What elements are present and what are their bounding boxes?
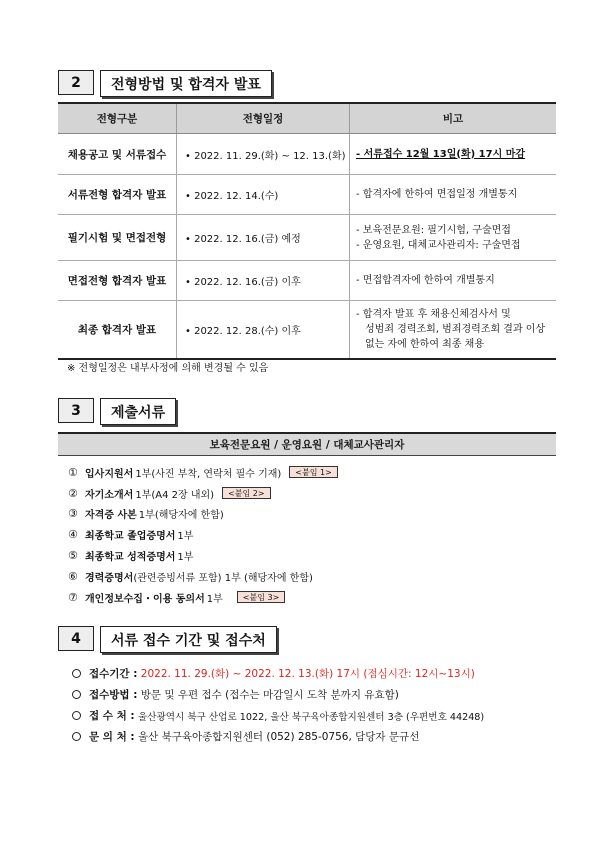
document-name: 자기소개서 [85, 489, 134, 501]
section-3-heading [58, 398, 176, 425]
section-2-heading [58, 70, 272, 97]
item-number: ② [68, 486, 78, 500]
document-detail: 1부 [177, 552, 194, 564]
table-row [58, 301, 556, 359]
section-4-heading [58, 626, 277, 653]
column-header: 전형일정 [177, 103, 350, 134]
stage-cell: 채용공고 및 서류접수 [58, 134, 177, 175]
item-number: ⑤ [68, 549, 78, 563]
section-number: 4 [58, 626, 94, 651]
deadline-note: - 서류접수 12월 13일(화) 17시 마감 [356, 148, 526, 160]
list-item [68, 545, 548, 566]
attachment-badge: <붙임 2> [222, 487, 271, 499]
period-label: 접수기간 : [89, 668, 138, 680]
document-name: 자격증 사본 [85, 510, 137, 522]
item-number: ⑦ [68, 590, 78, 604]
note-line: - 운영요원, 대체교사관리자: 구술면접 [356, 239, 521, 251]
schedule-footnote: ※ 전형일정은 내부사정에 의해 변경될 수 있음 [67, 363, 269, 374]
list-item [68, 462, 548, 483]
date-cell: • 2022. 11. 29.(화) ~ 12. 13.(화) [177, 134, 350, 175]
table-header-row [58, 103, 556, 134]
list-item [72, 663, 562, 684]
note-cell [350, 301, 557, 359]
item-number: ① [68, 465, 78, 479]
note-line: 성범죄 경력조회, 범죄경력조회 결과 이상 [365, 323, 546, 335]
schedule-table [58, 102, 556, 360]
note-cell: - 합격자에 한하여 면접일정 개별통지 [350, 175, 557, 215]
note-line: 없는 자에 한하여 최종 채용 [365, 338, 484, 350]
target-positions-bar: 보육전문요원 / 운영요원 / 대체교사관리자 [58, 432, 556, 456]
document-detail: 1부 [177, 531, 194, 543]
list-item [68, 483, 548, 504]
circle-bullet-icon [72, 690, 81, 699]
item-number: ⑥ [68, 569, 78, 583]
application-info-list [72, 663, 562, 747]
table-row [58, 134, 556, 175]
note-cell [350, 215, 557, 261]
document-name: 개인정보수집・이용 동의서 [85, 593, 205, 605]
item-number: ④ [68, 528, 78, 542]
note-cell: - 면접합격자에 한하여 개별통지 [350, 261, 557, 301]
contact-value: 울산 북구육아종합지원센터 (052) 285-0756, 담당자 문규선 [137, 731, 420, 743]
note-line: - 보육전문요원: 필기시험, 구술면접 [356, 224, 511, 236]
section-number: 2 [58, 70, 94, 95]
circle-bullet-icon [72, 669, 81, 678]
item-number: ③ [68, 507, 78, 521]
date-cell: • 2022. 12. 16.(금) 예정 [177, 215, 350, 261]
circle-bullet-icon [72, 711, 81, 720]
document-detail: 1부 [206, 593, 223, 605]
period-value: 2022. 11. 29.(화) ~ 2022. 12. 13.(화) 17시 (점심시간: 12시~13시) [140, 668, 475, 680]
list-item [68, 587, 548, 608]
document-name: 입사지원서 [85, 468, 134, 480]
required-documents-list [68, 462, 548, 608]
contact-label: 문 의 처 : [89, 731, 135, 743]
date-cell: • 2022. 12. 16.(금) 이후 [177, 261, 350, 301]
document-detail: 1부(해당자에 한함) [138, 510, 224, 522]
method-value: 방문 및 우편 접수 (접수는 마감일시 도착 분까지 유효함) [140, 689, 399, 701]
document-detail: 1부(사진 부착, 연락처 필수 기재) [135, 468, 282, 480]
attachment-badge: <붙임 3> [237, 591, 286, 603]
column-header: 비고 [350, 103, 557, 134]
document-name: 경력증명서 [85, 572, 134, 584]
note-line: - 합격자 발표 후 채용신체검사서 및 [356, 308, 511, 320]
document-detail: (관련증빙서류 포함) 1부 (해당자에 한함) [133, 572, 313, 584]
list-item [68, 566, 548, 587]
stage-cell: 서류전형 합격자 발표 [58, 175, 177, 215]
table-row [58, 175, 556, 215]
section-title: 제출서류 [100, 398, 176, 425]
place-label: 접 수 처 : [89, 710, 135, 722]
stage-cell: 필기시험 및 면접전형 [58, 215, 177, 261]
list-item [68, 504, 548, 525]
list-item [72, 705, 562, 726]
section-title: 서류 접수 기간 및 접수처 [100, 626, 277, 653]
place-value: 울산광역시 북구 산업로 1022, 울산 북구육아종합지원센터 3층 (우편번호 44248) [137, 711, 485, 723]
stage-cell: 면접전형 합격자 발표 [58, 261, 177, 301]
list-item [68, 524, 548, 545]
date-cell: • 2022. 12. 14.(수) [177, 175, 350, 215]
document-detail: 1부(A4 2장 내외) [135, 489, 215, 501]
document-name: 최종학교 성적증명서 [85, 552, 176, 564]
circle-bullet-icon [72, 732, 81, 741]
date-cell: • 2022. 12. 28.(수) 이후 [177, 301, 350, 359]
section-title: 전형방법 및 합격자 발표 [100, 70, 272, 97]
method-label: 접수방법 : [89, 689, 138, 701]
note-cell [350, 134, 557, 175]
section-number: 3 [58, 398, 94, 423]
table-row [58, 215, 556, 261]
column-header: 전형구분 [58, 103, 177, 134]
list-item [72, 726, 562, 747]
document-name: 최종학교 졸업증명서 [85, 531, 176, 543]
stage-cell: 최종 합격자 발표 [58, 301, 177, 359]
list-item [72, 684, 562, 705]
table-row [58, 261, 556, 301]
attachment-badge: <붙임 1> [289, 466, 338, 478]
